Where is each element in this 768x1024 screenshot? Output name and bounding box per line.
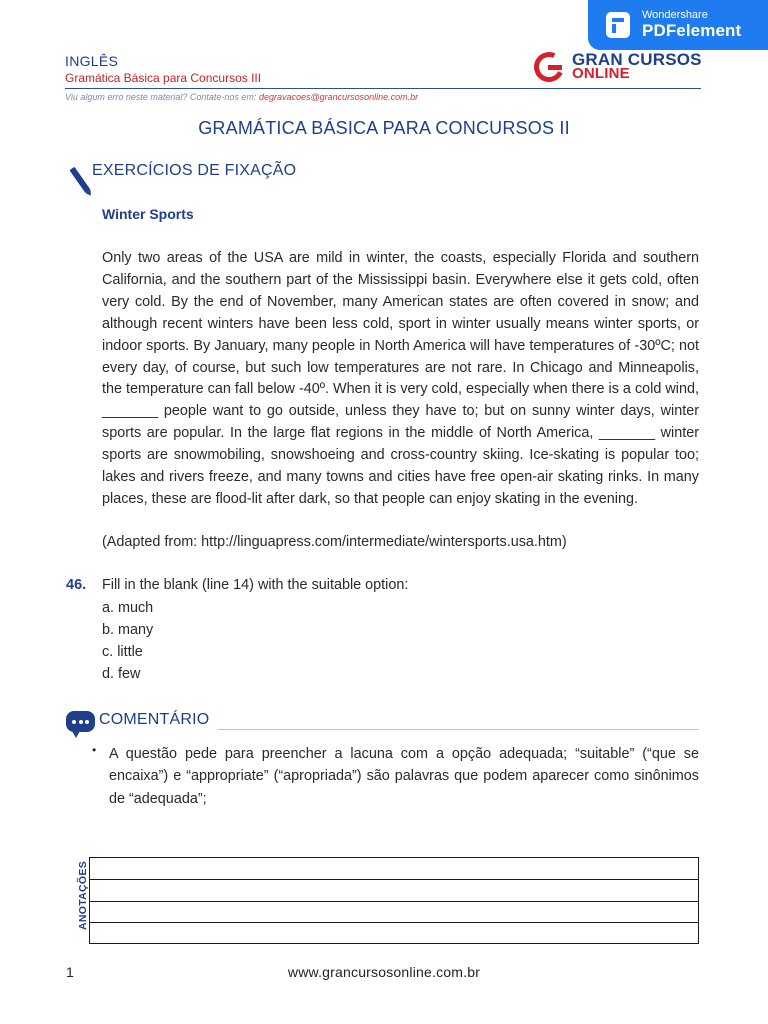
- gran-logo-g-bar: [548, 65, 562, 70]
- gran-cursos-logo: [532, 50, 702, 84]
- section-title: EXERCÍCIOS DE FIXAÇÃO: [92, 162, 297, 179]
- notes-line: [90, 901, 698, 902]
- badge-brand: Wondershare: [642, 9, 708, 21]
- page-number: 1: [66, 964, 74, 980]
- footer-url-link[interactable]: www.grancursosonline.com.br: [287, 964, 481, 980]
- comment-bullet: •: [92, 743, 97, 757]
- contact-prefix: Viu algum erro neste material? Contate-nos em:: [65, 92, 259, 102]
- comment-bubble-icon: [66, 711, 95, 732]
- notes-box[interactable]: [89, 857, 699, 944]
- comment-text: A questão pede para preencher a lacuna com a opção adequada; “suitable” (“que se encaixa”) e “appropriate” (“apropriada”) são palavras que podem aparecer como sinônimos de “adequada”;: [109, 746, 699, 807]
- comment-title: COMENTÁRIO: [99, 711, 210, 728]
- header-course: Gramática Básica para Concursos III: [65, 71, 262, 85]
- bubble-dot: [72, 720, 76, 724]
- pdfelement-logo-icon: [606, 12, 630, 38]
- answer-options: [102, 598, 153, 686]
- header-subject: INGLÊS: [65, 53, 119, 69]
- header-contact: [65, 92, 418, 102]
- question-number: 46.: [66, 577, 87, 593]
- document-title: GRAMÁTICA BÁSICA PARA CONCURSOS II: [198, 118, 570, 138]
- pdfelement-badge[interactable]: [588, 0, 768, 50]
- option-b: b. many: [102, 621, 154, 638]
- contact-email-link[interactable]: degravacoes@grancursosonline.com.br: [258, 92, 419, 102]
- pencil-icon: [70, 167, 91, 193]
- passage-source: (Adapted from: http://linguapress.com/intermediate/wintersports.usa.htm): [102, 534, 567, 550]
- passage-body: Only two areas of the USA are mild in winter, the coasts, especially Florida and southern California, and the southern part of the Mississippi basin. Everywhere else it gets cold, often very cold. By the end of November, many American states are often covered in snow; and although recent winters have been less cold, sport in winter usually means winter sports, or indoor sports. By January, many people in North America will have temperatures of -30ºC; not every day, of course, but such low temperatures are not rare. In Chicago and Minneapolis, the temperature can fall below -40º. When it is very cold, especially when there is a cold wind, _______ people want to go outside, unless they have to; but on sunny winter days, winter sports are popular. In the large flat regions in the middle of North America, _______ winter sports are snowmobiling, snowshoeing and cross-country skiing. Ice-skating is popular too; lakes and rivers freeze, and many towns and cities have free open-air skating rinks. In many places, these are flood-lit after dark, so that people can enjoy skating in the evening.: [102, 250, 699, 507]
- notes-label: ANOTAÇÕES: [77, 860, 89, 930]
- bubble-dot: [79, 720, 83, 724]
- notes-line: [90, 879, 698, 880]
- notes-line: [90, 922, 698, 923]
- header-divider: [65, 88, 701, 89]
- badge-product: PDFelement: [642, 21, 742, 40]
- logo-line1: GRAN CURSOS: [572, 50, 702, 69]
- comment-divider: [218, 729, 699, 730]
- bubble-dot: [85, 720, 89, 724]
- question-stem: Fill in the blank (line 14) with the suitable option:: [102, 577, 409, 593]
- text-title: Winter Sports: [102, 206, 194, 222]
- option-d: d. few: [102, 665, 141, 682]
- logo-line2: ONLINE: [572, 65, 630, 82]
- option-c: c. little: [102, 643, 143, 660]
- option-a: a. much: [102, 600, 154, 616]
